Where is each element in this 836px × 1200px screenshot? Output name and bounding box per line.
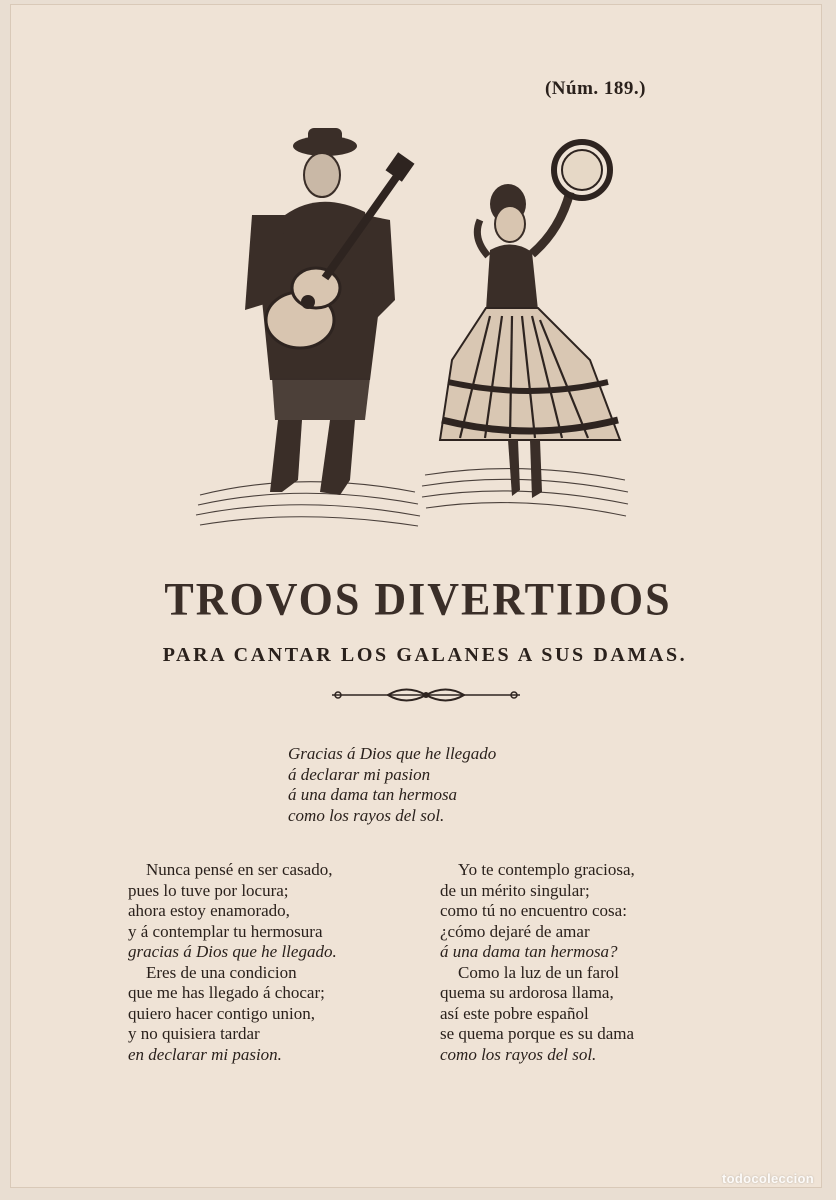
verse-line: como tú no encuentro cosa: [440, 901, 627, 920]
verse-line: Gracias á Dios que he llegado [288, 744, 497, 763]
verse-line: ¿cómo dejaré de amar [440, 921, 590, 941]
verse-line: pues lo tuve por locura; [128, 880, 289, 900]
verse-line: quiero hacer contigo union, [128, 1003, 315, 1023]
ornament-divider-icon [328, 684, 524, 706]
number-label: (Núm. 189.) [544, 78, 646, 99]
page-title: TROVOS DIVERTIDOS [164, 573, 672, 626]
verse-line: como los rayos del sol. [440, 1044, 597, 1064]
verse-line: gracias á Dios que he llegado. [128, 942, 337, 961]
verse-line: en declarar mi pasion. [128, 1044, 282, 1064]
verse-line: que me has llegado á chocar; [128, 983, 325, 1002]
verse-line: Eres de una condicion [146, 962, 297, 982]
verse-line: á declarar mi pasion [288, 764, 431, 784]
verse-line: y no quisiera tardar [128, 1024, 260, 1043]
verse-line: de un mérito singular; [440, 880, 590, 900]
verse-line: quema su ardorosa llama, [440, 983, 614, 1002]
intro-stanza [288, 744, 496, 826]
verse-line: así este pobre español [440, 1003, 589, 1023]
verse-line: Nunca pensé en ser casado, [146, 860, 333, 879]
watermark: todocoleccion [721, 1171, 814, 1186]
left-column [128, 860, 337, 1065]
verse-line: ahora estoy enamorado, [128, 901, 290, 920]
dancing-couple-woodcut-icon [190, 120, 630, 550]
verse-line: á una dama tan hermosa? [440, 942, 618, 961]
page-subtitle: PARA CANTAR LOS GALANES A SUS DAMAS. [162, 644, 688, 666]
verse-line: se quema porque es su dama [440, 1024, 635, 1043]
verse-line: y á contemplar tu hermosura [128, 921, 323, 941]
verse-line: como los rayos del sol. [288, 805, 445, 825]
verse-line: Como la luz de un farol [458, 962, 619, 982]
verse-line: á una dama tan hermosa [288, 785, 458, 804]
verse-line: Yo te contemplo graciosa, [458, 860, 635, 879]
right-column [440, 860, 635, 1065]
